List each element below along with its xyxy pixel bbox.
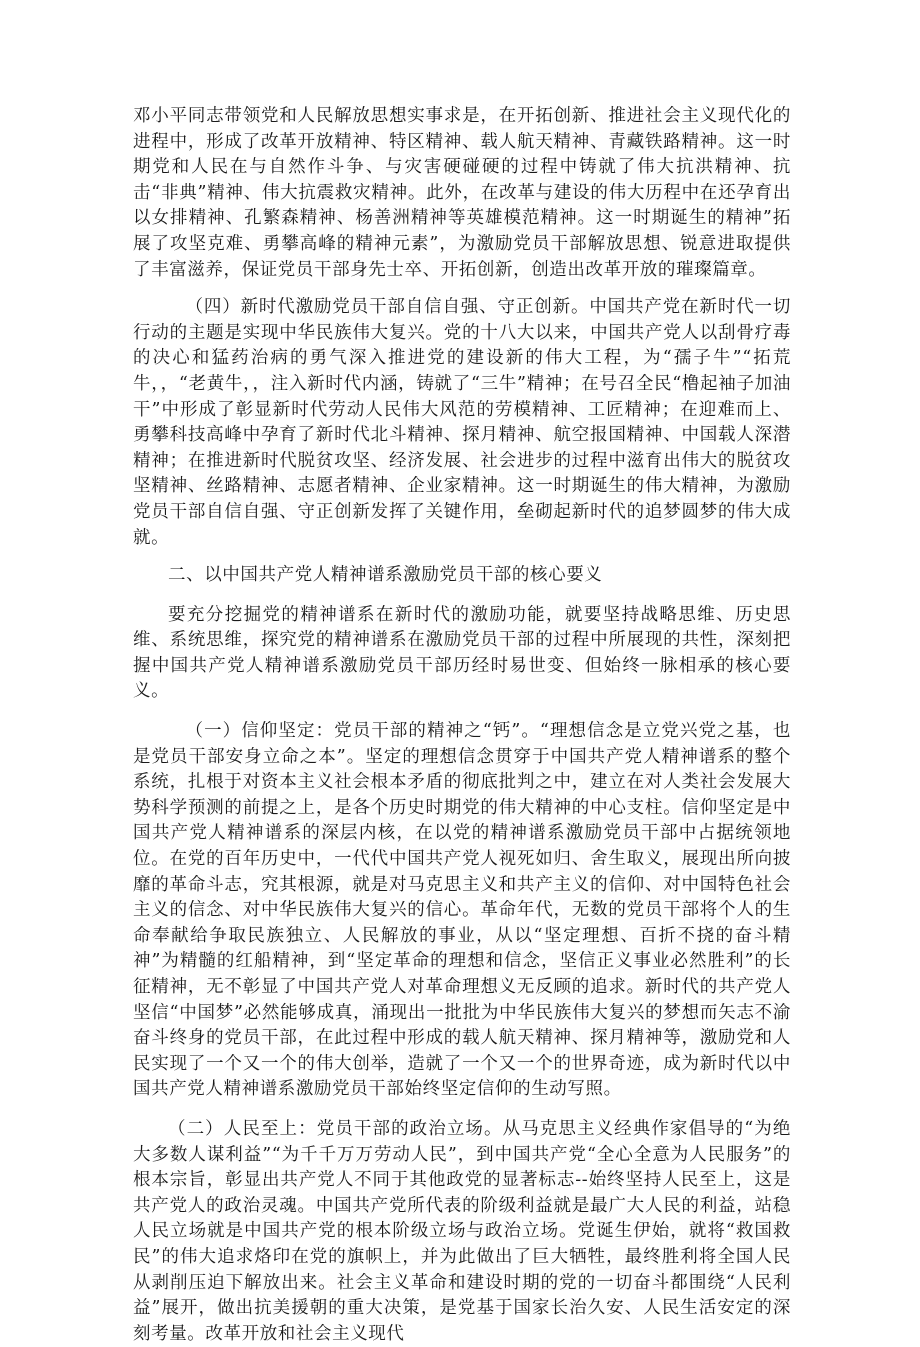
paragraph-firm-belief: （一）信仰坚定：党员干部的精神之“钙”。“理想信念是立党兴党之基，也是党员干部安身立命之本”。坚定的理想信念贯穿于中国共产党人精神谱系的整个系统，扎根于对资本主义社会根本矛盾的彻底批判之中，建立在对人类社会发展大势科学预测的前提之上，是各个历史时期党的伟大精神的中心支柱。信仰坚定是中国共产党人精神谱系的深层内核，在以党的精神谱系激励党员干部中占据统领地位。在党的百年历史中，一代代中国共产党人视死如归、舍生取义，展现出所向披靡的革命斗志，究其根源，就是对马克思主义和共产主义的信仰、对中国特色社会主义的信念、对中华民族伟大复兴的信心。革命年代，无数的党员干部将个人的生命奉献给争取民族独立、人民解放的事业，从以“坚定理想、百折不挠的奋斗精神”为精髓的红船精神，到“坚定革命的理想和信念，坚信正义事业必然胜利”的长征精神，无不彰显了中国共产党人对革命理想义无反顾的追求。新时代的共产党人坚信“中国梦”必然能够成真，涌现出一批批为中华民族伟大复兴的梦想而矢志不渝奋斗终身的党员干部，在此过程中形成的载人航天精神、探月精神等，激励党和人民实现了一个又一个的伟大创举，造就了一个又一个的世界奇迹，成为新时代以中国共产党人精神谱系激励党员干部始终坚定信仰的生动写照。 bbox=[133, 721, 791, 1100]
paragraph-intro: 要充分挖掘党的精神谱系在新时代的激励功能，就要坚持战略思维、历史思维、系统思维，探究党的精神谱系在激励党员干部的过程中所展现的共性，深刻把握中国共产党人精神谱系激励党员干部历经时易世变、但始终一脉相承的核心要义。 bbox=[133, 604, 791, 702]
paragraph-reform-era: 邓小平同志带领党和人民解放思想实事求是，在开拓创新、推进社会主义现代化的进程中，形成了改革开放精神、特区精神、载人航天精神、青藏铁路精神。这一时期党和人民在与自然作斗争、与灾害硬碰硬的过程中铸就了伟大抗洪精神、抗击“非典”精神、伟大抗震救灾精神。此外，在改革与建设的伟大历程中在还孕育出以女排精神、孔繁森精神、杨善洲精神等英雄模范精神。这一时期诞生的精神”拓展了攻坚克难、勇攀高峰的精神元素”，为激励党员干部解放思想、锐意进取提供了丰富滋养，保证党员干部身先士卒、开拓创新，创造出改革开放的璀璨篇章。 bbox=[133, 106, 791, 280]
section-heading-core-essence: 二、以中国共产党人精神谱系激励党员干部的核心要义 bbox=[168, 565, 603, 586]
paragraph-new-era: （四）新时代激励党员干部自信自强、守正创新。中国共产党在新时代一切行动的主题是实现中华民族伟大复兴。党的十八大以来，中国共产党人以刮骨疗毒的决心和猛药治病的勇气深入推进党的建设新的伟大工程，为“孺子牛”“拓荒牛，，“老黄牛，，注入新时代内涵，铸就了“三牛”精神；在号召全民“橹起袖子加油干”中形成了彰显新时代劳动人民伟大风范的劳模精神、工匠精神；在迎难而上、勇攀科技高峰中孕育了新时代北斗精神、探月精神、航空报国精神、中国载人深潜精神；在推进新时代脱贫攻坚、经济发展、社会进步的过程中滋育出伟大的脱贫攻坚精神、丝路精神、志愿者精神、企业家精神。这一时期诞生的伟大精神，为激励党员干部自信自强、守正创新发挥了关键作用，垒砌起新时代的追梦圆梦的伟大成就。 bbox=[133, 297, 791, 548]
document-page bbox=[133, 104, 791, 1347]
paragraph-people-first: （二）人民至上：党员干部的政治立场。从马克思主义经典作家倡导的“为绝大多数人谋利益”“为千千万万劳动人民”，到中国共产党“全心全意为人民服务”的根本宗旨，彰显出共产党人不同于其他政党的显著标志--始终坚持人民至上，这是共产党人的政治灵魂。中国共产党所代表的阶级利益就是最广大人民的利益，站稳人民立场就是中国共产党的根本阶级立场与政治立场。党诞生伊始，就将“救国救民”的伟大追求烙印在党的旗帜上，并为此做出了巨大牺牲，最终胜利将全国人民从剥削压迫下解放出来。社会主义革命和建设时期的党的一切奋斗都围绕“人民利益”展开，做出抗美援朝的重大决策，是党基于国家长治久安、人民生活安定的深刻考量。改革开放和社会主义现代 bbox=[133, 1118, 791, 1344]
